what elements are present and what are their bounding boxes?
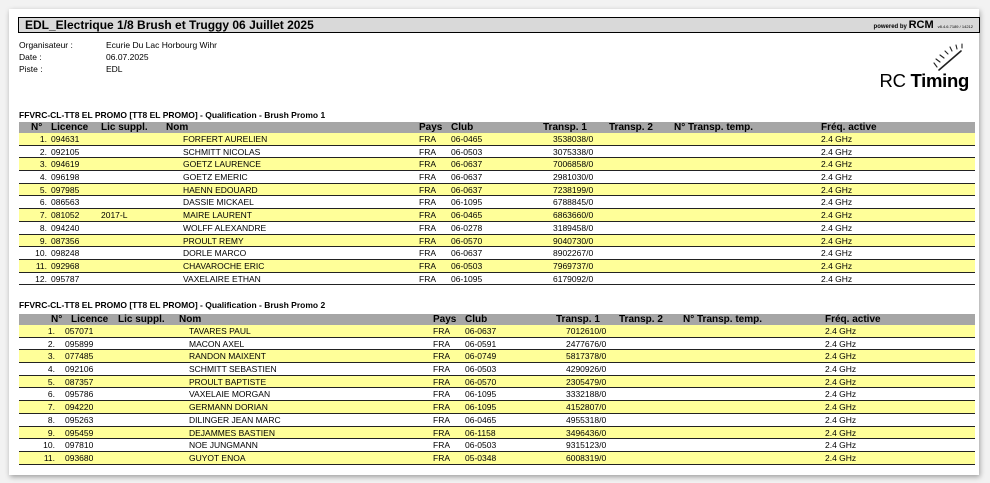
row-club: 06-1158 [465, 427, 496, 438]
row-club: 06-0637 [451, 159, 483, 170]
row-freq: 2.4 GHz [825, 338, 857, 349]
col-club: Club [451, 122, 474, 133]
row-pays: FRA [433, 440, 450, 451]
row-freq: 2.4 GHz [825, 414, 857, 425]
row-transp1: 4290926/0 [566, 364, 607, 375]
row-freq: 2.4 GHz [825, 376, 857, 387]
section-2-rows [19, 325, 975, 465]
col-pays: Pays [433, 314, 457, 325]
row-club: 06-0465 [451, 134, 483, 144]
row-nom: RANDON MAIXENT [189, 351, 266, 362]
row-freq: 2.4 GHz [825, 452, 857, 463]
row-nom: FORFERT AURELIEN [183, 134, 268, 144]
row-no: 9. [47, 427, 55, 438]
col-transp-temp: N° Transp. temp. [683, 314, 763, 325]
col-no: N° [31, 122, 43, 133]
row-transp1: 3189458/0 [553, 222, 594, 233]
powered-by [874, 18, 973, 35]
row-club: 06-0503 [451, 260, 483, 271]
row-transp1: 7012610/0 [566, 326, 607, 336]
row-transp1: 2305479/0 [566, 376, 607, 387]
row-nom: PROULT REMY [183, 235, 244, 246]
col-lic-suppl: Lic suppl. [118, 314, 165, 325]
row-no: 1. [39, 134, 47, 144]
col-transp1: Transp. 1 [543, 122, 587, 133]
row-transp1: 5817378/0 [566, 351, 607, 362]
section-1-title: FFVRC-CL-TT8 EL PROMO [TT8 EL PROMO] - Qualification - Brush Promo 1 [19, 110, 326, 120]
row-freq: 2.4 GHz [821, 159, 853, 170]
row-club: 06-0503 [465, 440, 497, 451]
table-row [19, 171, 975, 184]
row-licence: 095263 [65, 414, 94, 425]
row-no: 4. [39, 172, 47, 183]
row-pays: FRA [433, 402, 450, 413]
table-row [19, 439, 975, 452]
row-licence: 097985 [51, 184, 80, 195]
row-no: 11. [43, 452, 55, 463]
row-freq: 2.4 GHz [825, 440, 857, 451]
row-freq: 2.4 GHz [825, 389, 857, 400]
meta-label: Organisateur : [19, 40, 73, 50]
report-title: EDL_Electrique 1/8 Brush et Truggy 06 Juillet 2025 [25, 18, 314, 32]
row-pays: FRA [419, 197, 436, 208]
row-club: 06-0503 [451, 146, 483, 157]
row-no: 7. [39, 210, 47, 221]
row-pays: FRA [433, 389, 450, 400]
logo-wordmark [877, 70, 969, 92]
row-pays: FRA [419, 210, 436, 221]
row-licence: 087357 [65, 376, 94, 387]
row-no: 10. [43, 440, 55, 451]
row-club: 06-1095 [465, 402, 497, 413]
col-licence: Licence [71, 314, 109, 325]
row-nom: GERMANN DORIAN [189, 402, 268, 413]
col-lic-suppl: Lic suppl. [101, 122, 148, 133]
row-nom: DEJAMMES BASTIEN [189, 427, 275, 438]
row-licence: 077485 [65, 351, 94, 362]
row-lic-suppl: 2017-L [101, 210, 128, 221]
table-row [19, 196, 975, 209]
row-club: 06-0637 [451, 172, 483, 183]
row-freq: 2.4 GHz [825, 402, 857, 413]
row-club: 06-0591 [465, 338, 497, 349]
row-transp1: 4955318/0 [566, 414, 607, 425]
table-row [19, 146, 975, 159]
col-transp2: Transp. 2 [609, 122, 653, 133]
logo-rc: RC [879, 70, 906, 91]
report-title-bar [18, 17, 980, 33]
section-2-header [19, 314, 975, 325]
row-club: 06-0570 [451, 235, 483, 246]
row-licence: 092968 [51, 260, 80, 271]
col-no: N° [51, 314, 63, 325]
meta-label: Piste : [19, 64, 43, 74]
section-1-rows [19, 133, 975, 285]
row-licence: 096198 [51, 172, 80, 183]
table-row [19, 376, 975, 389]
row-freq: 2.4 GHz [821, 235, 853, 246]
row-no: 7. [47, 402, 55, 413]
row-freq: 2.4 GHz [821, 210, 853, 221]
row-club: 06-0465 [465, 414, 497, 425]
row-nom: TAVARES PAUL [189, 326, 251, 336]
row-freq: 2.4 GHz [821, 172, 853, 183]
row-pays: FRA [419, 235, 436, 246]
row-nom: DILINGER JEAN MARC [189, 414, 281, 425]
col-freq: Fréq. active [825, 314, 881, 325]
row-pays: FRA [419, 248, 436, 259]
row-transp1: 2981030/0 [553, 172, 594, 183]
row-freq: 2.4 GHz [821, 134, 853, 144]
row-transp1: 6788845/0 [553, 197, 594, 208]
logo-timing: Timing [910, 70, 969, 91]
row-transp1: 3496436/0 [566, 427, 607, 438]
section-2-title: FFVRC-CL-TT8 EL PROMO [TT8 EL PROMO] - Qualification - Brush Promo 2 [19, 300, 326, 310]
col-pays: Pays [419, 122, 443, 133]
row-nom: GOETZ EMERIC [183, 172, 248, 183]
row-licence: 086563 [51, 197, 80, 208]
row-pays: FRA [419, 159, 436, 170]
row-nom: SCHMITT NICOLAS [183, 146, 261, 157]
row-transp1: 6179092/0 [553, 273, 594, 284]
row-freq: 2.4 GHz [821, 146, 853, 157]
col-transp-temp: N° Transp. temp. [674, 122, 754, 133]
row-pays: FRA [419, 260, 436, 271]
table-row [19, 401, 975, 414]
row-pays: FRA [433, 364, 450, 375]
row-transp1: 7006858/0 [553, 159, 594, 170]
row-freq: 2.4 GHz [821, 260, 853, 271]
table-row [19, 427, 975, 440]
row-freq: 2.4 GHz [821, 197, 853, 208]
row-nom: CHAVAROCHE ERIC [183, 260, 265, 271]
row-freq: 2.4 GHz [821, 222, 853, 233]
row-licence: 098248 [51, 248, 80, 259]
table-row [19, 414, 975, 427]
row-nom: NOE JUNGMANN [189, 440, 258, 451]
row-club: 05-0348 [465, 452, 497, 463]
row-transp1: 8902267/0 [553, 248, 594, 259]
row-licence: 095786 [65, 389, 94, 400]
section-1-header [19, 122, 975, 133]
row-pays: FRA [433, 326, 450, 336]
row-licence: 092106 [65, 364, 94, 375]
table-row [19, 184, 975, 197]
col-freq: Fréq. active [821, 122, 877, 133]
row-pays: FRA [419, 184, 436, 195]
row-licence: 097810 [65, 440, 94, 451]
row-licence: 095787 [51, 273, 80, 284]
gauge-icon [877, 37, 969, 71]
row-transp1: 3075338/0 [553, 146, 594, 157]
table-row [19, 273, 975, 286]
table-row [19, 388, 975, 401]
table-row [19, 363, 975, 376]
row-no: 11. [35, 260, 47, 271]
table-row [19, 209, 975, 222]
row-transp1: 4152807/0 [566, 402, 607, 413]
row-club: 06-0637 [451, 248, 483, 259]
row-no: 6. [47, 389, 55, 400]
row-transp1: 6863660/0 [553, 210, 594, 221]
row-transp1: 2477676/0 [566, 338, 607, 349]
row-club: 06-0503 [465, 364, 497, 375]
row-licence: 094240 [51, 222, 80, 233]
table-row [19, 158, 975, 171]
row-club: 06-1095 [451, 197, 483, 208]
row-club: 06-0570 [465, 376, 497, 387]
row-licence: 057071 [65, 326, 94, 336]
table-row [19, 133, 975, 146]
meta-label: Date : [19, 52, 42, 62]
row-club: 06-0637 [451, 184, 483, 195]
row-nom: SCHMITT SEBASTIEN [189, 364, 277, 375]
row-licence: 087356 [51, 235, 80, 246]
row-freq: 2.4 GHz [821, 184, 853, 195]
row-freq: 2.4 GHz [825, 364, 857, 375]
table-row [19, 452, 975, 465]
powered-by-brand: RCM [908, 19, 934, 31]
col-nom: Nom [166, 122, 189, 133]
table-row [19, 235, 975, 248]
row-freq: 2.4 GHz [825, 326, 857, 336]
row-licence: 081052 [51, 210, 80, 221]
row-nom: MACON AXEL [189, 338, 245, 349]
table-row [19, 325, 975, 338]
table-row [19, 247, 975, 260]
row-club: 06-1095 [451, 273, 483, 284]
row-licence: 092105 [51, 146, 80, 157]
row-no: 8. [39, 222, 47, 233]
row-pays: FRA [433, 427, 450, 438]
row-no: 2. [39, 146, 47, 157]
table-row [19, 350, 975, 363]
row-no: 5. [39, 184, 47, 195]
row-no: 12. [35, 273, 47, 284]
row-transp1: 9315123/0 [566, 440, 607, 451]
powered-by-label: powered by [873, 24, 907, 30]
row-no: 1. [47, 326, 55, 336]
row-pays: FRA [433, 414, 450, 425]
row-nom: DASSIE MICKAEL [183, 197, 254, 208]
row-club: 06-0465 [451, 210, 483, 221]
row-no: 10. [35, 248, 47, 259]
row-freq: 2.4 GHz [821, 273, 853, 284]
col-club: Club [465, 314, 488, 325]
row-freq: 2.4 GHz [825, 351, 857, 362]
row-nom: MAIRE LAURENT [183, 210, 252, 221]
row-licence: 094619 [51, 159, 80, 170]
row-pays: FRA [433, 376, 450, 387]
row-club: 06-0637 [465, 326, 497, 336]
row-club: 06-0749 [465, 351, 497, 362]
table-row [19, 222, 975, 235]
row-nom: PROULT BAPTISTE [189, 376, 267, 387]
row-nom: WOLFF ALEXANDRE [183, 222, 267, 233]
row-pays: FRA [433, 452, 450, 463]
row-transp1: 6008319/0 [566, 452, 607, 463]
row-pays: FRA [419, 273, 436, 284]
meta-value: 06.07.2025 [106, 52, 149, 62]
row-no: 8. [47, 414, 55, 425]
table-row [19, 260, 975, 273]
row-no: 4. [47, 364, 55, 375]
col-licence: Licence [51, 122, 89, 133]
row-nom: DORLE MARCO [183, 248, 247, 259]
row-transp1: 7969737/0 [553, 260, 594, 271]
col-transp1: Transp. 1 [556, 314, 600, 325]
row-freq: 2.4 GHz [821, 248, 853, 259]
row-no: 2. [47, 338, 55, 349]
row-club: 06-1095 [465, 389, 497, 400]
row-no: 3. [47, 351, 55, 362]
row-pays: FRA [419, 134, 436, 144]
col-transp2: Transp. 2 [619, 314, 663, 325]
row-pays: FRA [433, 351, 450, 362]
row-nom: HAENN EDOUARD [183, 184, 258, 195]
row-no: 3. [39, 159, 47, 170]
col-nom: Nom [179, 314, 202, 325]
row-nom: VAXELAIRE ETHAN [183, 273, 261, 284]
row-no: 5. [47, 376, 55, 387]
row-licence: 094631 [51, 134, 80, 144]
row-freq: 2.4 GHz [825, 427, 857, 438]
row-licence: 093680 [65, 452, 94, 463]
row-transp1: 9040730/0 [553, 235, 594, 246]
row-pays: FRA [433, 338, 450, 349]
row-transp1: 3538038/0 [553, 134, 594, 144]
row-transp1: 3332188/0 [566, 389, 607, 400]
row-pays: FRA [419, 146, 436, 157]
row-licence: 095459 [65, 427, 94, 438]
row-no: 9. [39, 235, 47, 246]
row-nom: GOETZ LAURENCE [183, 159, 261, 170]
row-club: 06-0278 [451, 222, 483, 233]
row-no: 6. [39, 197, 47, 208]
rc-timing-logo [877, 37, 969, 99]
meta-value: EDL [106, 64, 123, 74]
version-label: v8.4.6.7189 / 14212 [937, 24, 973, 29]
report-page [9, 9, 979, 475]
table-row [19, 338, 975, 351]
row-nom: VAXELAIE MORGAN [189, 389, 271, 400]
row-nom: GUYOT ENOA [189, 452, 246, 463]
row-licence: 095899 [65, 338, 94, 349]
row-pays: FRA [419, 172, 436, 183]
meta-value: Ecurie Du Lac Horbourg Wihr [106, 40, 218, 50]
row-transp1: 7238199/0 [553, 184, 594, 195]
row-pays: FRA [419, 222, 436, 233]
row-licence: 094220 [65, 402, 94, 413]
